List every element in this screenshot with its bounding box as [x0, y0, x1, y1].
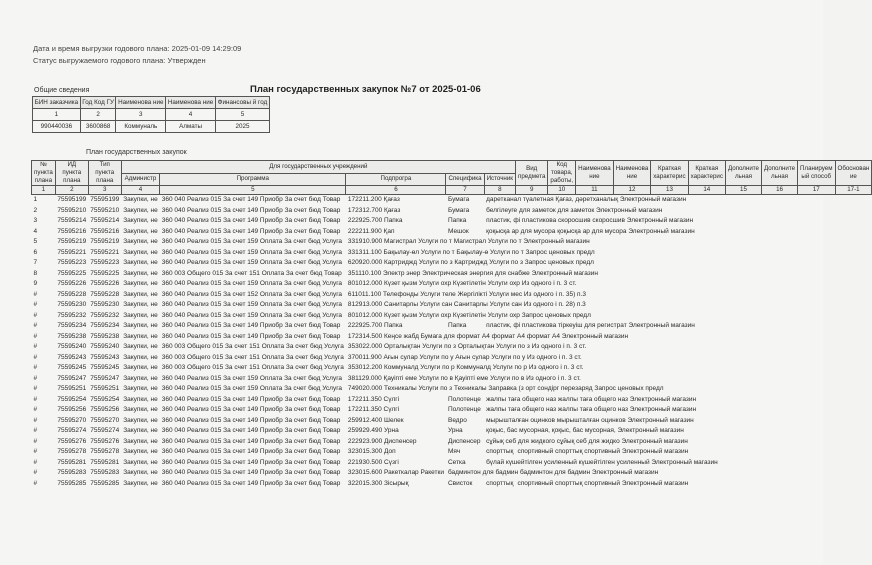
- table-cell: 75595219: [90, 238, 120, 246]
- table-cell: Полотенце: [447, 406, 481, 414]
- table-cell: #: [33, 290, 38, 298]
- table-row: [32, 300, 872, 311]
- table-cell: #: [33, 406, 38, 414]
- table-cell: белгілеуге для заметок для заметок Электронный магазин: [486, 206, 663, 214]
- table-row: [32, 395, 872, 406]
- table-cell: 360 040 Реализ 015 За счет 149 Приобр За счет бюд Товар: [161, 196, 341, 204]
- table-cell: Закупки, не: [123, 248, 158, 256]
- plan-column-header: Вид предмета: [516, 161, 548, 186]
- table-cell: Закупки, не: [123, 332, 158, 340]
- general-headers-cell: Год Код ГУ: [80, 97, 116, 109]
- table-cell: 75595251: [57, 385, 87, 393]
- table-cell: Закупки, не: [123, 364, 158, 372]
- table-cell: #: [33, 301, 38, 309]
- plan-column-number: 13: [651, 186, 688, 195]
- table-cell: 75595223: [57, 259, 87, 267]
- table-cell: Закупки, не: [123, 206, 158, 214]
- plan-column-header: Специфика: [446, 173, 484, 186]
- table-cell: 360 040 Реализ 015 За счет 149 Приобр За счет бюд Товар: [161, 395, 341, 403]
- plan-column-number: 9: [516, 186, 548, 195]
- plan-column-number: 17-1: [835, 186, 872, 195]
- table-cell: 75595238: [57, 332, 87, 340]
- table-cell: қоқыс, бас мусорная, қоқыс, бас мусорная, Электронный магазин: [486, 427, 684, 435]
- table-row: [32, 195, 872, 206]
- table-cell: 331910.900 Магистрал Услуги по т Магистрал Услуги по т Электронный магазин: [347, 238, 590, 246]
- table-cell: Свисток: [447, 479, 473, 487]
- table-cell: Закупки, не: [123, 448, 158, 456]
- table-cell: 75595243: [57, 353, 87, 361]
- table-row: [32, 405, 872, 416]
- plan-column-header: Администр: [121, 173, 160, 186]
- general-headers-cell: Наименова ние: [166, 97, 216, 109]
- table-cell: 360 040 Реализ 015 За счет 149 Приобр За счет бюд Товар: [161, 406, 341, 414]
- table-cell: спортивный спорттық спортивный Электронный магазин: [517, 479, 689, 487]
- plan-column-header: Наименова ние: [576, 161, 614, 186]
- table-cell: 360 040 Реализ 015 За счет 159 Оплата За счет бюд Услуга: [161, 259, 343, 267]
- table-row: [32, 321, 872, 332]
- table-cell: 3: [33, 217, 38, 225]
- table-cell: Папка: [447, 217, 467, 225]
- table-cell: Бумага: [447, 206, 470, 214]
- table-cell: пластик, фі пластикова тіркеуіш для регистрат Электронный магазин: [486, 322, 695, 330]
- table-cell: 75595214: [90, 217, 120, 225]
- plan-column-number: 15: [725, 186, 761, 195]
- table-cell: 620920.000 Картриджд Услуги по з Картриджд Услуги по з Запрос ценовых предл: [347, 259, 594, 267]
- table-cell: 75595230: [57, 301, 87, 309]
- export-date: Дата и время выгрузки годового плана: 2025-01-09 14:29:09: [33, 44, 242, 53]
- table-cell: 259929.490 Урна: [347, 427, 399, 435]
- table-cell: 222925.700 Папка: [347, 217, 403, 225]
- table-cell: 75595199: [57, 196, 87, 204]
- table-cell: спортивный спорттық спортивный Электронный магазин: [517, 448, 689, 456]
- table-cell: 172211.350 Сүлгі: [347, 395, 400, 403]
- table-cell: 75595221: [90, 248, 120, 256]
- table-cell: 75595225: [90, 269, 120, 277]
- table-cell: 7: [33, 259, 38, 267]
- table-cell: жалпы таға общего наз жалпы таға общего наз Электронный магазин: [486, 395, 697, 403]
- table-cell: 360 040 Реализ 015 За счет 149 Приобр За счет бюд Товар: [161, 416, 341, 424]
- table-cell: Закупки, не: [123, 343, 158, 351]
- table-cell: 75595228: [90, 290, 120, 298]
- table-cell: 6: [33, 248, 38, 256]
- table-cell: пластик, фі пластикова скоросшив скоросшив Электронный магазин: [486, 217, 694, 225]
- plan-table: [31, 160, 872, 489]
- table-row: [32, 258, 872, 269]
- table-cell: #: [33, 427, 38, 435]
- plan-status: Статус выгружаемого годового плана: Утвержден: [33, 56, 206, 65]
- table-cell: сұйық себ для жидкого сұйық себ для жидко Электронный магазин: [486, 437, 688, 445]
- plan-column-header: Обоснован ие: [835, 161, 872, 186]
- plan-column-header: Код товара, работы,: [548, 161, 576, 186]
- table-row: [32, 363, 872, 374]
- table-row: [32, 332, 872, 343]
- plan-column-number: 1: [32, 186, 56, 195]
- table-row: [32, 479, 872, 490]
- table-cell: 75595234: [90, 322, 120, 330]
- table-row: [32, 426, 872, 437]
- table-row: [32, 311, 872, 322]
- plan-column-number: 6: [346, 186, 446, 195]
- table-cell: 75595274: [90, 427, 120, 435]
- table-cell: Сетка: [447, 458, 466, 466]
- table-row: [32, 447, 872, 458]
- table-cell: 75595245: [57, 364, 87, 372]
- table-cell: #: [33, 322, 38, 330]
- table-cell: Закупки, не: [123, 479, 158, 487]
- table-cell: 75595226: [90, 280, 120, 288]
- table-cell: 8: [33, 269, 38, 277]
- table-cell: 75595254: [90, 395, 120, 403]
- table-cell: бүлай күшейтілген усиленный күшейтілген усиленный Электронный магазин: [486, 458, 718, 466]
- plan-column-number: 14: [688, 186, 725, 195]
- plan-column-number: 3: [88, 186, 121, 195]
- table-cell: #: [33, 395, 38, 403]
- plan-column-header: Подпрогра: [346, 173, 446, 186]
- table-cell: 353012.200 Коммуналд Услуги по р Коммуналд Услуги по р Из одного і п. 3 ст.: [347, 364, 584, 372]
- table-cell: 360 040 Реализ 015 За счет 149 Приобр За счет бюд Товар: [161, 322, 341, 330]
- table-cell: Закупки, не: [123, 437, 158, 445]
- table-cell: #: [33, 332, 38, 340]
- table-cell: #: [33, 311, 38, 319]
- table-cell: 331311.100 Бақылау-өл Услуги по т Бақылау-ө Услуги по т Запрос ценовых предл: [347, 248, 595, 256]
- plan-column-header: Программа: [160, 173, 346, 186]
- table-cell: Закупки, не: [123, 259, 158, 267]
- table-cell: 322015.300 Зісырық: [347, 479, 409, 487]
- table-cell: 75595225: [57, 269, 87, 277]
- table-cell: 75595256: [90, 406, 120, 414]
- table-cell: 75595276: [57, 437, 87, 445]
- table-cell: 749020.000 Техникалы Услуги по з Техникалы Заправка (з орт сондірг перезаряд Запрос ценовых предл: [347, 385, 664, 393]
- table-cell: Закупки, не: [123, 427, 158, 435]
- table-cell: 360 040 Реализ 015 За счет 159 Оплата За счет бюд Услуга: [161, 238, 343, 246]
- table-row: [32, 342, 872, 353]
- table-cell: 172312.700 Қағаз: [347, 206, 401, 214]
- table-cell: Закупки, не: [123, 353, 158, 361]
- table-cell: спорттық: [486, 448, 514, 456]
- table-cell: 75595278: [57, 448, 87, 456]
- table-cell: 360 040 Реализ 015 За счет 159 Оплата За счет бюд Услуга: [161, 248, 343, 256]
- table-cell: Полотенце: [447, 395, 481, 403]
- table-cell: 75595276: [90, 437, 120, 445]
- table-cell: #: [33, 364, 38, 372]
- table-cell: 1: [33, 196, 38, 204]
- table-cell: Закупки, не: [123, 458, 158, 466]
- table-row: [32, 458, 872, 469]
- general-section-label: Общие сведения: [34, 87, 90, 94]
- general-values-cell: Алматы: [166, 121, 216, 133]
- table-cell: Мяч: [447, 448, 461, 456]
- plan-column-header: Краткая характерис: [651, 161, 688, 186]
- table-cell: 351110.100 Электр энер Электрическая энергия для снабже Электронный магазин: [347, 269, 598, 277]
- table-cell: Бумага: [447, 196, 470, 204]
- table-cell: 259912.400 Шелек: [347, 416, 404, 424]
- plan-column-number: 7: [446, 186, 484, 195]
- table-cell: мырышталған оцинков мырышталған оцинков Электронный магазин: [486, 416, 694, 424]
- table-cell: 75595278: [90, 448, 120, 456]
- table-cell: 75595243: [90, 353, 120, 361]
- plan-column-number: 10: [548, 186, 576, 195]
- table-cell: 611011.100 Телефонды Услуги теле Жергілікті Услуги мес Из одного і п. 35) п.3: [347, 290, 586, 298]
- table-cell: Закупки, не: [123, 238, 158, 246]
- plan-column-header: Наименова ние: [613, 161, 651, 186]
- table-cell: 360 040 Реализ 015 За счет 149 Приобр За счет бюд Товар: [161, 227, 341, 235]
- table-row: [32, 437, 872, 448]
- plan-column-number: 12: [613, 186, 651, 195]
- table-cell: 360 040 Реализ 015 За счет 159 Оплата За счет бюд Услуга: [161, 301, 343, 309]
- table-row: [32, 384, 872, 395]
- table-row: [32, 248, 872, 259]
- plan-column-header: Краткая характерис: [688, 161, 725, 186]
- table-cell: #: [33, 374, 38, 382]
- general-table: [32, 96, 270, 133]
- table-cell: 221930.500 Сүзгі: [347, 458, 399, 466]
- table-cell: 75595221: [57, 248, 87, 256]
- table-cell: 75595214: [57, 217, 87, 225]
- plan-column-number: 17: [798, 186, 835, 195]
- plan-column-header: Планируем ый способ: [798, 161, 835, 186]
- general-numbers-cell: 1: [33, 109, 81, 121]
- table-cell: 75595232: [90, 311, 120, 319]
- table-cell: 75595230: [90, 301, 120, 309]
- table-cell: 360 040 Реализ 015 За счет 149 Приобр За счет бюд Товар: [161, 448, 341, 456]
- plan-column-header: ИД пункта плана: [55, 161, 88, 186]
- plan-group-header: Для государственных учреждений: [121, 161, 515, 174]
- table-row: [32, 216, 872, 227]
- plan-column-number: 8: [484, 186, 515, 195]
- table-cell: 360 003 Общего 015 За счет 151 Оплата За счет бюд Услуга: [161, 343, 344, 351]
- table-cell: 2: [33, 206, 38, 214]
- table-cell: Закупки, не: [123, 311, 158, 319]
- table-cell: 360 003 Общего 015 За счет 151 Оплата За счет бюд Товар: [161, 269, 342, 277]
- table-cell: Закупки, не: [123, 269, 158, 277]
- table-cell: 75595226: [57, 280, 87, 288]
- plan-column-number: 16: [761, 186, 797, 195]
- table-cell: #: [33, 458, 38, 466]
- general-headers-cell: Наименова ние: [116, 97, 166, 109]
- table-cell: 360 040 Реализ 015 За счет 159 Оплата За счет бюд Услуга: [161, 311, 343, 319]
- plan-column-header: Дополните льная: [761, 161, 797, 186]
- table-cell: 801012.000 Күзет қызм Услуги охр Күзетілетін Услуги охр Из одного і п. 3 ст.: [347, 280, 577, 288]
- table-cell: 75595240: [90, 343, 120, 351]
- plan-column-header: Тип пункта плана: [88, 161, 121, 186]
- table-cell: 360 040 Реализ 015 За счет 152 Оплата За счет бюд Услуга: [161, 290, 343, 298]
- table-cell: 360 040 Реализ 015 За счет 149 Приобр За счет бюд Товар: [161, 427, 341, 435]
- table-cell: 4: [33, 227, 38, 235]
- table-cell: 222925.700 Папка: [347, 322, 403, 330]
- table-cell: Мешок: [447, 227, 469, 235]
- table-cell: #: [33, 437, 38, 445]
- table-cell: Закупки, не: [123, 196, 158, 204]
- table-cell: 75595256: [57, 406, 87, 414]
- table-cell: #: [33, 479, 38, 487]
- table-cell: 75595238: [90, 332, 120, 340]
- table-cell: Диспенсер: [447, 437, 481, 445]
- table-cell: 75595234: [57, 322, 87, 330]
- table-cell: Закупки, не: [123, 290, 158, 298]
- table-cell: 75595247: [90, 374, 120, 382]
- table-cell: Закупки, не: [123, 395, 158, 403]
- table-cell: қоқысқа ар для мусора қоқысқа ар для мусора Электронный магазин: [486, 227, 695, 235]
- table-cell: Закупки, не: [123, 280, 158, 288]
- table-cell: 360 040 Реализ 015 За счет 159 Оплата За счет бюд Услуга: [161, 374, 343, 382]
- table-cell: 353022.000 Орталықтан Услуги по з Орталықтан Услуги по з Из одного і п. 3 ст.: [347, 343, 587, 351]
- table-row: [32, 237, 872, 248]
- table-cell: 812913.000 Санитарлы Услуги сан Санитарлы Услуги сан Из одного і п. 28) п.3: [347, 301, 586, 309]
- plan-column-header: Источник: [484, 173, 515, 186]
- table-cell: #: [33, 353, 38, 361]
- table-cell: 75595240: [57, 343, 87, 351]
- table-cell: 360 040 Реализ 015 За счет 149 Приобр За счет бюд Товар: [161, 332, 341, 340]
- table-cell: #: [33, 448, 38, 456]
- table-cell: 75595216: [57, 227, 87, 235]
- table-cell: Закупки, не: [123, 227, 158, 235]
- table-cell: 5: [33, 238, 38, 246]
- table-cell: #: [33, 469, 38, 477]
- table-row: [32, 269, 872, 280]
- table-cell: 75595245: [90, 364, 120, 372]
- table-cell: 75595285: [57, 479, 87, 487]
- table-row: [32, 206, 872, 217]
- plan-column-header: Дополните льная: [725, 161, 761, 186]
- table-cell: Закупки, не: [123, 406, 158, 414]
- table-cell: 172314.500 Кеңсе жабд Бумага для формат А4 формат А4 формат А4 Электронный магазин: [347, 332, 629, 340]
- table-cell: 360 040 Реализ 015 За счет 159 Оплата За счет бюд Услуга: [161, 280, 343, 288]
- table-cell: 222211.900 Қап: [347, 227, 395, 235]
- table-cell: бадминтон для бадмин бадминтон для бадмин Электронный магазин: [447, 469, 659, 477]
- table-cell: Закупки, не: [123, 301, 158, 309]
- table-cell: 75595270: [90, 416, 120, 424]
- table-row: [32, 416, 872, 427]
- table-cell: 801012.000 Күзет қызм Услуги охр Күзетілетін Услуги охр Запрос ценовых предл: [347, 311, 591, 319]
- table-row: [32, 290, 872, 301]
- table-cell: 381129.000 Қауіпті еме Услуги по в Қауіпті еме Услуги по в Из одного і п. 3 ст.: [347, 374, 581, 382]
- table-cell: 172211.350 Сүлгі: [347, 406, 400, 414]
- table-row: [32, 353, 872, 364]
- table-cell: 75595281: [57, 458, 87, 466]
- table-cell: 360 040 Реализ 015 За счет 149 Приобр За счет бюд Товар: [161, 437, 341, 445]
- table-cell: 75595210: [57, 206, 87, 214]
- table-cell: Папка: [447, 322, 467, 330]
- table-cell: даретканал түалетная Қағаз, дәретханалық Электронный магазин: [486, 196, 687, 204]
- plan-column-number: 11: [576, 186, 614, 195]
- table-cell: 75595228: [57, 290, 87, 298]
- table-row: [32, 279, 872, 290]
- table-cell: Закупки, не: [123, 374, 158, 382]
- table-cell: 75595216: [90, 227, 120, 235]
- table-cell: 75595254: [57, 395, 87, 403]
- table-cell: #: [33, 343, 38, 351]
- table-cell: 75595199: [90, 196, 120, 204]
- general-headers-cell: Финансовы й год: [215, 97, 269, 109]
- general-values-cell: 990440036: [33, 121, 81, 133]
- table-cell: 75595232: [57, 311, 87, 319]
- table-cell: 370011.900 Ағын сулар Услуги по у Ағын сулар Услуги по у Из одного і п. 3 ст.: [347, 353, 582, 361]
- table-cell: 360 040 Реализ 015 За счет 159 Оплата За счет бюд Услуга: [161, 385, 343, 393]
- table-cell: 360 040 Реализ 015 За счет 149 Приобр За счет бюд Товар: [161, 479, 341, 487]
- table-cell: 75595210: [90, 206, 120, 214]
- table-cell: 75595283: [57, 469, 87, 477]
- general-numbers-cell: 4: [166, 109, 216, 121]
- table-cell: Закупки, не: [123, 469, 158, 477]
- general-values-cell: 3600868: [80, 121, 116, 133]
- table-cell: 75595251: [90, 385, 120, 393]
- plan-column-number: 2: [55, 186, 88, 195]
- general-headers-cell: БИН заказчика: [33, 97, 81, 109]
- table-cell: Урна: [447, 427, 463, 435]
- table-cell: 75595281: [90, 458, 120, 466]
- general-numbers-cell: 5: [215, 109, 269, 121]
- table-cell: #: [33, 416, 38, 424]
- plan-section-label: План государственных закупок: [86, 149, 187, 156]
- table-cell: Закупки, не: [123, 385, 158, 393]
- table-cell: жалпы таға общего наз жалпы таға общего наз Электронный магазин: [486, 406, 697, 414]
- table-cell: Закупки, не: [123, 416, 158, 424]
- plan-column-number: 4: [121, 186, 160, 195]
- table-cell: 75595283: [90, 469, 120, 477]
- table-cell: 75595219: [57, 238, 87, 246]
- table-cell: Ведро: [447, 416, 467, 424]
- page-title: План государственных закупок №7 от 2025-01-06: [250, 84, 481, 95]
- table-cell: 172211.200 Қағаз: [347, 196, 400, 204]
- table-row: [32, 374, 872, 385]
- table-cell: Закупки, не: [123, 322, 158, 330]
- table-cell: 360 040 Реализ 015 За счет 149 Приобр За счет бюд Товар: [161, 217, 341, 225]
- table-cell: 75595247: [57, 374, 87, 382]
- table-cell: 9: [33, 280, 38, 288]
- table-cell: спорттық: [486, 479, 514, 487]
- table-cell: #: [33, 385, 38, 393]
- table-cell: 222923.900 Диспенсер: [347, 437, 417, 445]
- table-cell: Закупки, не: [123, 217, 158, 225]
- table-cell: 75595223: [90, 259, 120, 267]
- general-numbers-cell: 2: [80, 109, 116, 121]
- plan-column-number: 5: [160, 186, 346, 195]
- table-cell: 75595270: [57, 416, 87, 424]
- table-row: [32, 468, 872, 479]
- table-cell: 360 040 Реализ 015 За счет 149 Приобр За счет бюд Товар: [161, 206, 341, 214]
- general-numbers-cell: 3: [116, 109, 166, 121]
- general-values-cell: 2025: [215, 121, 269, 133]
- table-cell: 360 003 Общего 015 За счет 151 Оплата За счет бюд Услуга: [161, 364, 344, 372]
- plan-column-header: № пункта плана: [32, 161, 56, 186]
- table-row: [32, 227, 872, 238]
- table-cell: 323015.300 Доп: [347, 448, 396, 456]
- table-cell: 75595274: [57, 427, 87, 435]
- table-cell: 360 003 Общего 015 За счет 151 Оплата За счет бюд Услуга: [161, 353, 344, 361]
- table-cell: 360 040 Реализ 015 За счет 149 Приобр За счет бюд Товар: [161, 458, 341, 466]
- table-cell: 323015.600 Ракеткалар Ракетки: [347, 469, 444, 477]
- table-cell: 75595285: [90, 479, 120, 487]
- table-cell: 360 040 Реализ 015 За счет 149 Приобр За счет бюд Товар: [161, 469, 341, 477]
- general-values-cell: Коммуналь: [116, 121, 166, 133]
